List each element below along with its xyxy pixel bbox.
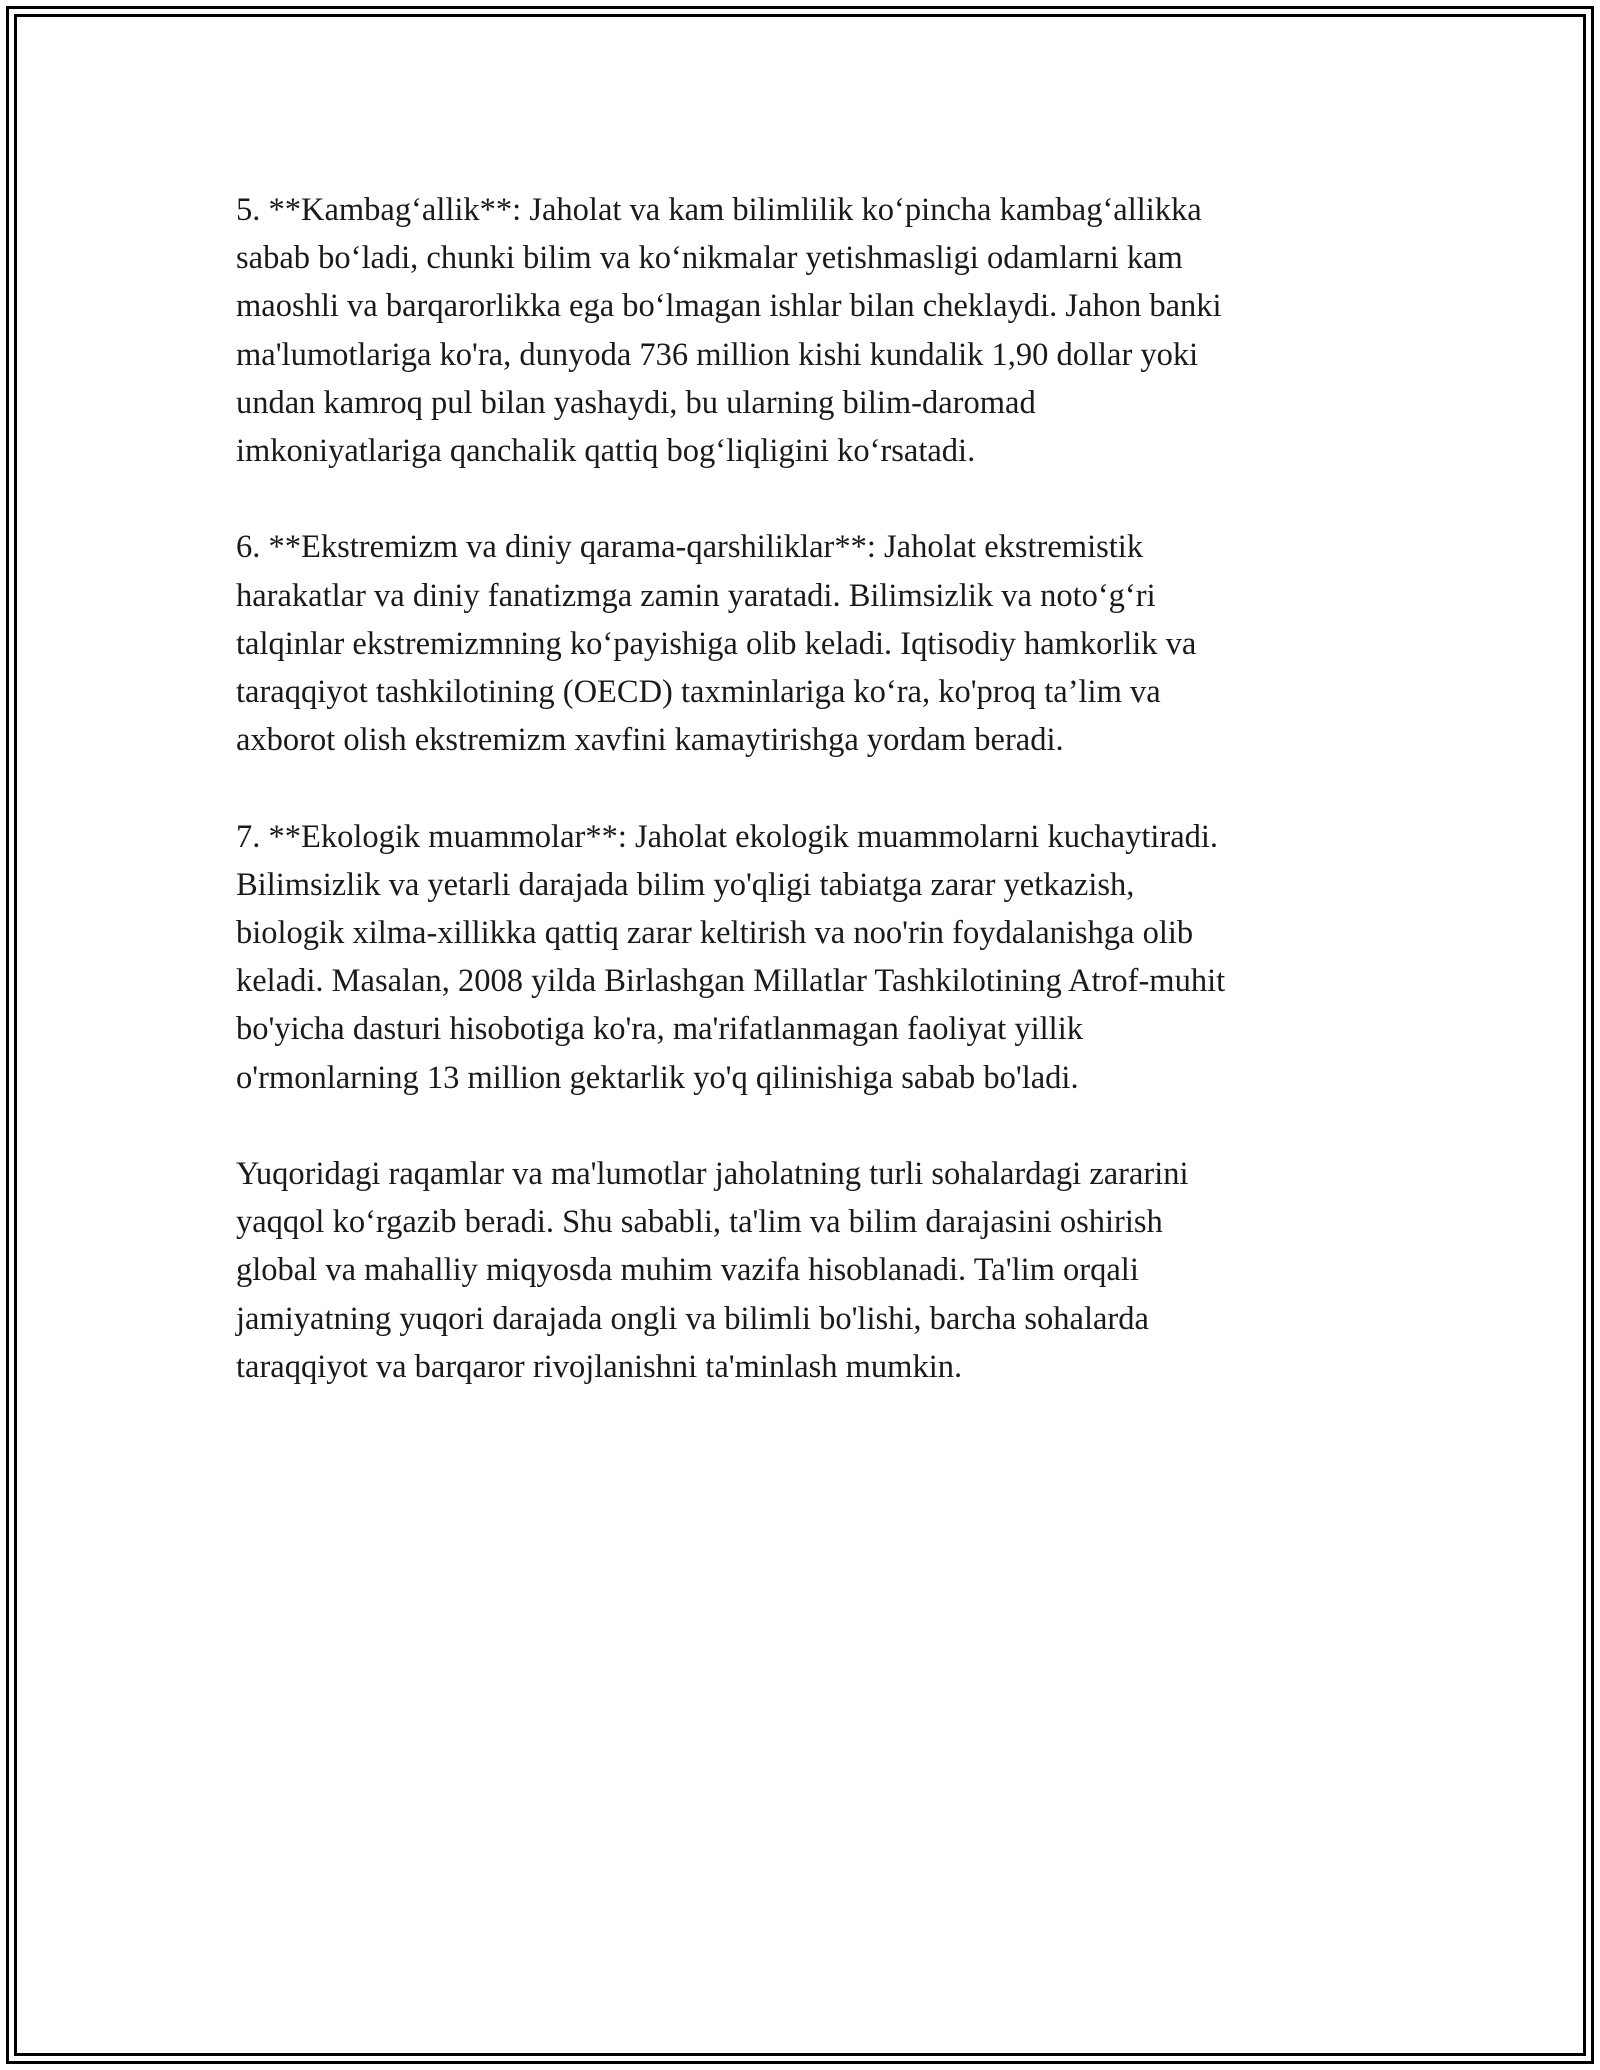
document-body xyxy=(236,186,1416,1439)
paragraph-conclusion xyxy=(236,1150,1416,1391)
text-line: bo'yicha dasturi hisobotiga ko'ra, ma'rifatlanmagan faoliyat yillik xyxy=(236,1011,1083,1048)
text-line: ma'lumotlariga ko'ra, dunyoda 736 million kishi kundalik 1,90 dollar yoki xyxy=(236,336,1199,373)
text-line: global va mahalliy miqyosda muhim vazifa hisoblanadi. Ta'lim orqali xyxy=(236,1252,1139,1289)
paragraph-ecology xyxy=(236,813,1416,1102)
text-line: biologik xilma-xillikka qattiq zarar keltirish va noo'rin foydalanishga olib xyxy=(236,915,1194,952)
text-line: maoshli va barqarorlikka ega bo‘lmagan ishlar bilan cheklaydi. Jahon banki xyxy=(236,288,1222,325)
text-line: taraqqiyot va barqaror rivojlanishni ta'minlash mumkin. xyxy=(236,1348,963,1385)
text-line: 6. **Ekstremizm va diniy qarama-qarshiliklar**: Jaholat ekstremistik xyxy=(236,529,1144,566)
text-line: jamiyatning yuqori darajada ongli va bilimli bo'lishi, barcha sohalarda xyxy=(236,1300,1149,1337)
text-line: undan kamroq pul bilan yashaydi, bu ularning bilim-daromad xyxy=(236,384,1036,421)
paragraph-extremism xyxy=(236,523,1416,764)
text-line: Yuqoridagi raqamlar va ma'lumotlar jaholatning turli sohalardagi zararini xyxy=(236,1156,1189,1193)
text-line: 5. **Kambag‘allik**: Jaholat va kam bilimlilik ko‘pincha kambag‘allikka xyxy=(236,192,1202,228)
text-line: taraqqiyot tashkilotining (OECD) taxminlariga ko‘ra, ko'proq ta’lim va xyxy=(236,674,1161,711)
text-line: harakatlar va diniy fanatizmga zamin yaratadi. Bilimsizlik va noto‘g‘ri xyxy=(236,577,1156,614)
text-line: o'rmonlarning 13 million gektarlik yo'q qilinishiga sabab bo'ladi. xyxy=(236,1059,1079,1096)
text-line: imkoniyatlariga qanchalik qattiq bog‘liqligini ko‘rsatadi. xyxy=(236,433,976,470)
text-line: Bilimsizlik va yetarli darajada bilim yo'qligi tabiatga zarar yetkazish, xyxy=(236,866,1135,903)
text-line: 7. **Ekologik muammolar**: Jaholat ekologik muammolarni kuchaytiradi. xyxy=(236,818,1219,855)
paragraph-poverty xyxy=(236,186,1416,475)
text-line: axborot olish ekstremizm xavfini kamaytirishga yordam beradi. xyxy=(236,722,1064,759)
text-line: keladi. Masalan, 2008 yilda Birlashgan Millatlar Tashkilotining Atrof-muhit xyxy=(236,963,1226,1000)
text-line: yaqqol ko‘rgazib beradi. Shu sababli, ta'lim va bilim darajasini oshirish xyxy=(236,1204,1163,1241)
text-line: sabab bo‘ladi, chunki bilim va ko‘nikmalar yetishmasligi odamlarni kam xyxy=(236,240,1183,277)
text-line: talqinlar ekstremizmning ko‘payishiga olib keladi. Iqtisodiy hamkorlik va xyxy=(236,625,1197,662)
